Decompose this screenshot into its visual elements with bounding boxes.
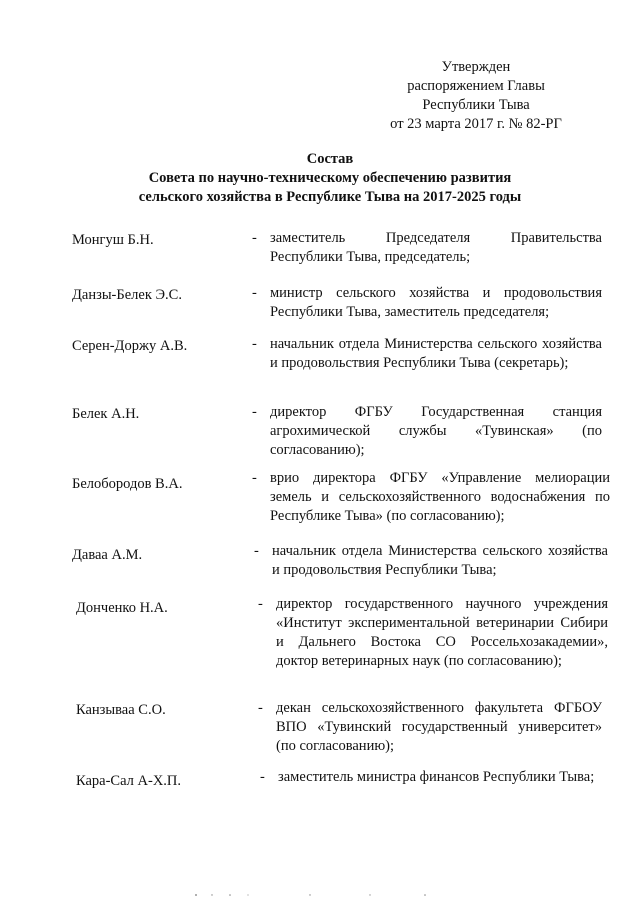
member-role: врио директора ФГБУ «Управление мелиорации земель и сельскохозяйственного водоснабжения по Республике Тыва» (по согласованию); [270,470,610,524]
member-dash: - [252,470,257,486]
member-name: Даваа А.М. [72,547,143,563]
member-name: Серен-Доржу А.В. [72,338,188,354]
approval-stamp [360,58,592,134]
document-heading [80,150,580,207]
scan-artifact-marks [190,893,430,897]
document-subtitle-line: Совета по научно-техническому обеспечению развития [148,170,512,186]
member-role: декан сельскохозяйственного факультета ФГБОУ ВПО «Тувинский государственный университет» (по согласованию); [276,700,602,754]
approval-line: Утвержден [441,59,511,75]
member-dash: - [258,596,263,612]
member-dash: - [258,700,263,716]
member-role: начальник отдела Министерства сельского хозяйства и продовольствия Республики Тыва (секретарь); [270,336,602,371]
member-name: Донченко Н.А. [76,600,168,616]
member-dash: - [252,404,257,420]
approval-line: от 23 марта 2017 г. № 82-РГ [390,116,562,132]
member-role: заместитель Председателя Правительства Республики Тыва, председатель; [270,230,602,265]
member-dash: - [252,230,257,246]
member-role: директор государственного научного учреждения «Институт экспериментальной ветеринарии Сибири и Дальнего Востока СО Россельхозакадемии», доктор ветеринарных наук (по согласованию); [276,596,608,669]
member-name: Монгуш Б.Н. [72,232,154,248]
member-name: Данзы-Белек Э.С. [72,287,182,303]
member-dash: - [252,285,257,301]
member-name: Канзываа С.О. [76,702,166,718]
document-subtitle-line: сельского хозяйства в Республике Тыва на 2017-2025 годы [138,189,522,205]
member-dash: - [260,769,265,785]
approval-line: распоряжением Главы [407,78,545,94]
member-role: директор ФГБУ Государственная станция агрохимической службы «Тувинская» (по согласованию); [270,404,602,458]
member-name: Белобородов В.А. [72,476,183,492]
document-title: Состав [306,151,354,167]
member-name: Белек А.Н. [72,406,140,422]
member-role: начальник отдела Министерства сельского хозяйства и продовольствия Республики Тыва; [272,543,608,578]
member-role: министр сельского хозяйства и продовольствия Республики Тыва, заместитель председателя; [270,285,602,320]
member-role: заместитель министра финансов Республики Тыва; [278,769,595,785]
approval-line: Республики Тыва [422,97,530,113]
member-dash: - [252,336,257,352]
member-dash: - [254,543,259,559]
member-name: Кара-Сал А-Х.П. [76,773,182,789]
